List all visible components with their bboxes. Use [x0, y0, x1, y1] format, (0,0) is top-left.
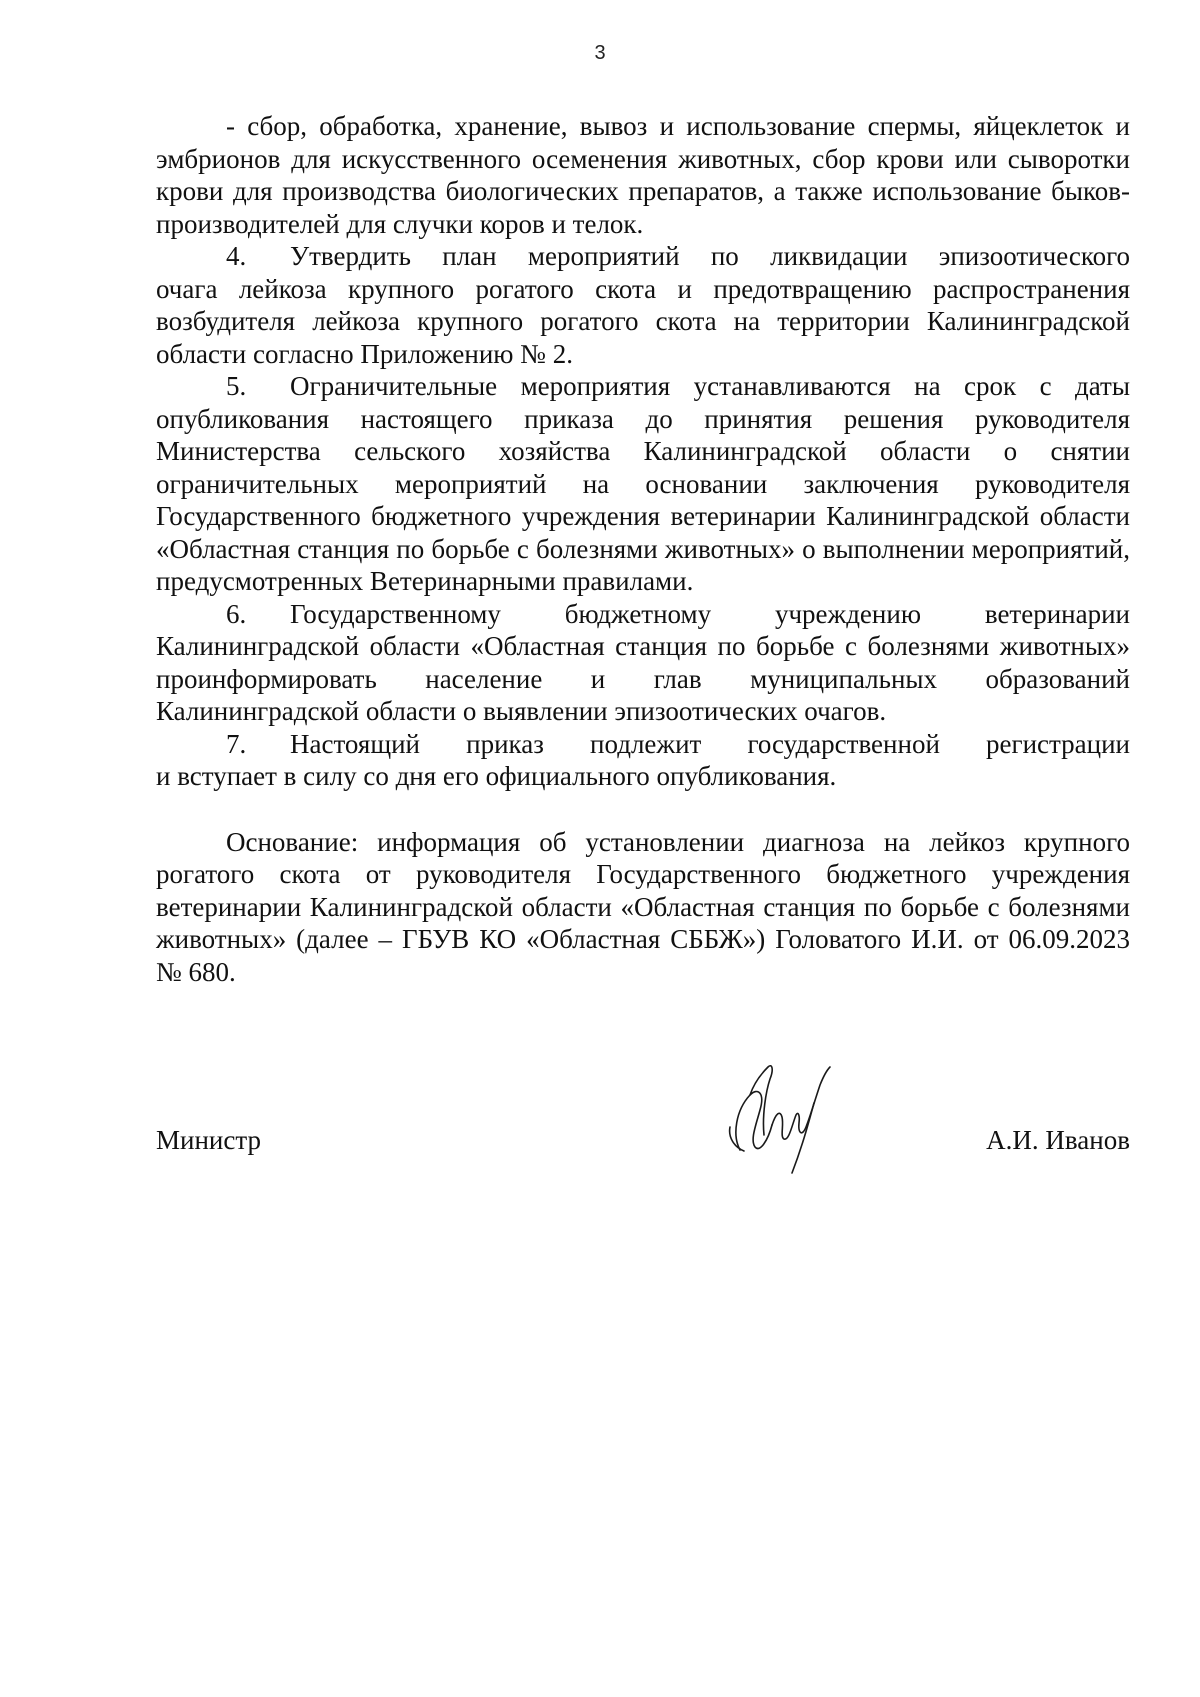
signer-name: А.И. Иванов: [986, 1125, 1130, 1155]
paragraph-5-head: Ограничительные мероприятия устанавливаются на срок с даты: [290, 371, 1130, 401]
paragraph-4: [156, 240, 1130, 370]
paragraph-4-body: очага лейкоза крупного рогатого скота и предотвращению распространения возбудителя лейкоза крупного рогатого скота на территории Калининградской области согласно Приложению № 2.: [156, 273, 1130, 369]
paragraph-5-number: 5.: [226, 371, 247, 401]
paragraph-6-head: Государственному бюджетному учреждению ветеринарии: [290, 598, 1130, 629]
paragraph-7: [156, 728, 1130, 793]
paragraph-dash-item: - сбор, обработка, хранение, вывоз и использование спермы, яйцеклеток и эмбрионов для искусственного осеменения животных, сбор крови или сыворотки крови для производства биологических препаратов, а также использование быков-производителей для случки коров и телок.: [156, 111, 1130, 239]
basis-paragraph: Основание: информация об установлении диагноза на лейкоз крупного рогатого скота от руководителя Государственного бюджетного учреждения ветеринарии Калининградской области «Областная станция по борьбе с болезнями животных» (далее – ГБУВ КО «Областная СББЖ») Головатого И.И. от 06.09.2023 № 680.: [156, 826, 1130, 987]
paragraph-6-number: 6.: [226, 598, 247, 629]
paragraph-7-head: Настоящий приказ подлежит государственной регистрации: [290, 728, 1130, 759]
paragraph-7-body: и вступает в силу со дня его официального опубликования.: [156, 761, 837, 791]
paragraph-5: [156, 370, 1130, 598]
paragraph-4-first-line: [156, 240, 1130, 273]
signer-title: Министр: [156, 1125, 261, 1155]
document-body: [156, 110, 1130, 988]
paragraph-6-first-line: [156, 598, 1130, 631]
section-spacer: [156, 793, 1130, 826]
paragraph-5-first-line: [156, 370, 1130, 403]
page-number: 3: [594, 42, 606, 64]
paragraph-4-head: Утвердить план мероприятий по ликвидации эпизоотического: [290, 241, 1130, 271]
signature-block: [156, 1125, 1130, 1165]
paragraph-7-number: 7.: [226, 728, 247, 759]
paragraph-6-body: Калининградской области «Областная станция по борьбе с болезнями животных» проинформировать население и глав муниципальных образований Калининградской области о выявлении эпизоотических очагов.: [156, 631, 1130, 726]
paragraph-5-body: опубликования настоящего приказа до принятия решения руководителя Министерства сельского хозяйства Калининградской области о снятии ограничительных мероприятий на основании заключения руководителя Государственного бюджетного учреждения ветеринарии Калининградской области «Областная станция по борьбе с болезнями животных» о выполнении мероприятий, предусмотренных Ветеринарными правилами.: [156, 403, 1130, 596]
paragraph-6: [156, 598, 1130, 728]
paragraph-4-number: 4.: [226, 241, 247, 271]
paragraph-7-first-line: [156, 728, 1130, 761]
